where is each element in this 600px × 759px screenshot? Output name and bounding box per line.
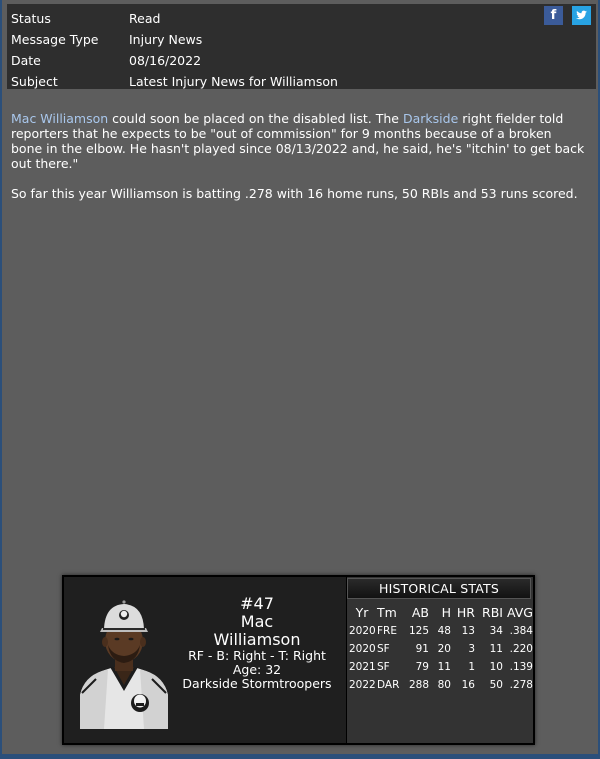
- stat-cell: 2020: [349, 625, 376, 637]
- article-text: could soon be placed on the disabled list. The: [108, 111, 403, 126]
- team-link[interactable]: Darkside: [402, 111, 459, 126]
- historical-stats-panel: [347, 577, 533, 743]
- header-value: Latest Injury News for Williamson: [129, 74, 338, 89]
- article-body: [11, 111, 585, 216]
- stat-cell: 125: [408, 625, 429, 637]
- player-position-handedness: RF - B: Right - T: Right: [188, 648, 326, 663]
- player-last-name: Williamson: [213, 630, 301, 649]
- stat-cell: 3: [468, 643, 475, 655]
- header-key: Date: [11, 53, 41, 68]
- stat-cell: .139: [509, 661, 533, 673]
- header-value: Injury News: [129, 32, 203, 47]
- col-tm-header: Tm: [377, 605, 397, 620]
- stat-cell: 11: [437, 661, 451, 673]
- stat-cell: .220: [509, 643, 533, 655]
- col-ab-header: AB: [411, 605, 429, 620]
- table-row: [349, 622, 533, 640]
- player-team: Darkside Stormtroopers: [182, 676, 332, 691]
- historical-stats-title: HISTORICAL STATS: [347, 578, 531, 599]
- stat-cell: 13: [461, 625, 475, 637]
- article-paragraph-1: [11, 111, 585, 171]
- player-age: Age: 32: [232, 662, 282, 677]
- stat-cell: 1: [468, 661, 475, 673]
- col-h-header: H: [441, 605, 451, 620]
- stat-cell: FRE: [377, 625, 397, 637]
- stats-table: [349, 604, 533, 694]
- header-value: Read: [129, 11, 161, 26]
- col-avg-header: AVG: [507, 605, 533, 620]
- facebook-share-icon[interactable]: f: [544, 6, 563, 25]
- player-link[interactable]: Mac Williamson: [11, 111, 109, 126]
- col-yr-header: Yr: [355, 605, 369, 620]
- stat-cell: 11: [489, 643, 503, 655]
- stats-header-row: [349, 604, 533, 622]
- stat-cell: 2020: [349, 643, 376, 655]
- stat-cell: SF: [377, 643, 390, 655]
- stat-cell: DAR: [377, 679, 400, 691]
- stat-cell: 79: [415, 661, 429, 673]
- twitter-share-icon[interactable]: [572, 6, 591, 25]
- header-key: Status: [11, 11, 51, 26]
- stat-cell: SF: [377, 661, 390, 673]
- table-row: [349, 640, 533, 658]
- stat-cell: 48: [437, 625, 451, 637]
- player-info-panel[interactable]: [64, 577, 346, 743]
- article-text: right fielder told reporters that he expects to be "out of commission" for 9 months because of a broken bone in the elbow. He hasn't played since 08/13/2022 and, he said, he's "itchin' to get back out there.": [11, 111, 585, 171]
- stat-cell: 20: [437, 643, 451, 655]
- header-value: 08/16/2022: [129, 53, 202, 68]
- player-details: [177, 595, 337, 691]
- stat-cell: 10: [489, 661, 503, 673]
- stat-cell: 91: [415, 643, 429, 655]
- col-hr-header: HR: [456, 605, 475, 620]
- table-row: [349, 676, 533, 694]
- stat-cell: 16: [461, 679, 475, 691]
- col-rbi-header: RBI: [482, 605, 503, 620]
- player-photo: [78, 595, 170, 729]
- player-first-name: Mac: [240, 612, 274, 631]
- header-key: Message Type: [11, 32, 99, 47]
- twitter-bird-icon: [572, 6, 591, 25]
- stat-cell: .278: [509, 679, 533, 691]
- stat-cell: 50: [489, 679, 503, 691]
- table-row: [349, 658, 533, 676]
- stat-cell: 288: [408, 679, 429, 691]
- message-header: [7, 4, 596, 89]
- article-paragraph-2: So far this year Williamson is batting .278 with 16 home runs, 50 RBIs and 53 runs scored.: [11, 186, 578, 201]
- player-number: #47: [240, 594, 274, 613]
- stat-cell: 2021: [349, 661, 376, 673]
- stat-cell: .384: [509, 625, 533, 637]
- player-card: [62, 575, 535, 745]
- stat-cell: 2022: [349, 679, 376, 691]
- stat-cell: 34: [489, 625, 503, 637]
- header-key: Subject: [11, 74, 58, 89]
- stat-cell: 80: [437, 679, 451, 691]
